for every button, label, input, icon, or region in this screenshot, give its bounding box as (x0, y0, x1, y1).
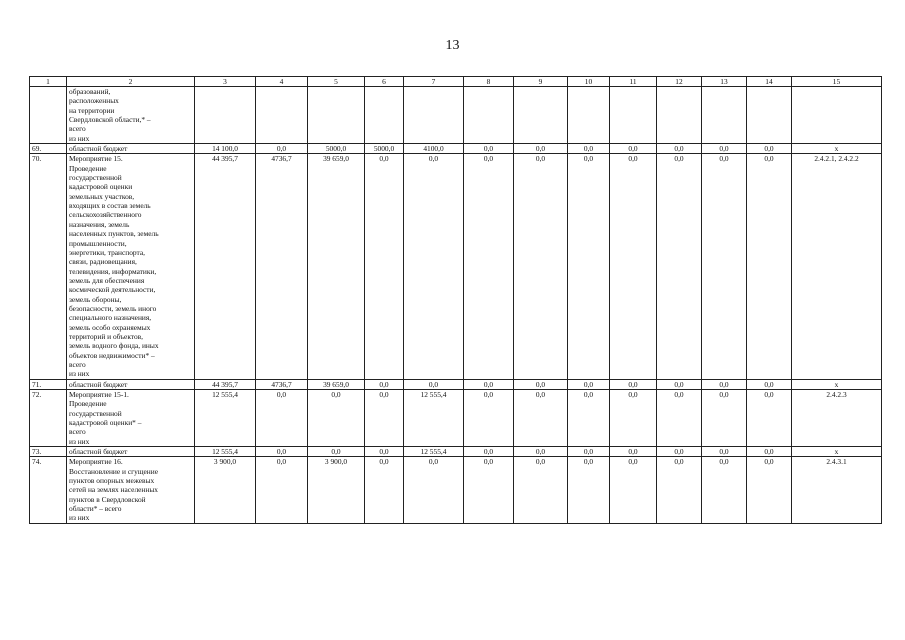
description-line: из них (69, 436, 90, 446)
value-cell: 0,0 (464, 447, 514, 457)
value-cell (568, 87, 610, 144)
value-cell: 44 395,7 (195, 154, 256, 379)
description-line: из них (69, 513, 90, 523)
target-indicator: 2.4.2.3 (792, 390, 882, 447)
value-cell: 0,0 (702, 457, 747, 523)
column-header: 15 (792, 77, 882, 87)
row-description (67, 457, 195, 523)
value-cell: 0,0 (256, 144, 308, 154)
value-cell (404, 87, 464, 144)
description-line: на территории (69, 105, 115, 115)
description-line: сельскохозяйственного (69, 210, 142, 220)
column-header: 13 (702, 77, 747, 87)
value-cell: 0,0 (514, 379, 568, 389)
value-cell: 0,0 (365, 447, 404, 457)
description-line: Проведение (69, 163, 107, 173)
value-cell: 0,0 (514, 390, 568, 447)
value-cell: 3 900,0 (195, 457, 256, 523)
description-line: космической деятельности, (69, 285, 156, 295)
description-line: земель водного фонда, иных (69, 341, 159, 351)
value-cell (195, 87, 256, 144)
value-cell (464, 87, 514, 144)
column-header: 11 (610, 77, 657, 87)
description-line: пунктов опорных межевых (69, 476, 155, 486)
value-cell: 0,0 (464, 457, 514, 523)
column-header: 2 (67, 77, 195, 87)
table-row (30, 379, 882, 389)
value-cell: 0,0 (657, 457, 702, 523)
value-cell (365, 87, 404, 144)
row-number: 72. (30, 390, 67, 447)
row-number: 69. (30, 144, 67, 154)
column-header: 10 (568, 77, 610, 87)
value-cell: 0,0 (308, 390, 365, 447)
description-line: специального назначения, (69, 313, 152, 323)
value-cell (657, 87, 702, 144)
value-cell: 5000,0 (365, 144, 404, 154)
value-cell: 0,0 (365, 457, 404, 523)
value-cell: 0,0 (464, 144, 514, 154)
value-cell (747, 87, 792, 144)
table-row (30, 447, 882, 457)
description-line: кадастровой оценки (69, 182, 133, 192)
row-description (67, 87, 195, 144)
description-line: государственной (69, 408, 122, 418)
value-cell: 0,0 (657, 154, 702, 379)
value-cell: 0,0 (514, 144, 568, 154)
value-cell: 0,0 (404, 457, 464, 523)
value-cell: 5000,0 (308, 144, 365, 154)
description-line: Свердловской области,* – (69, 115, 151, 125)
description-line: расположенных (69, 96, 119, 106)
column-header: 6 (365, 77, 404, 87)
value-cell: 3 900,0 (308, 457, 365, 523)
description-line: территорий и объектов, (69, 331, 143, 341)
description-line: промышленности, (69, 238, 127, 248)
value-cell: 0,0 (568, 154, 610, 379)
description-line: областной бюджет (69, 447, 128, 457)
column-header: 12 (657, 77, 702, 87)
value-cell: 4736,7 (256, 154, 308, 379)
target-indicator: x (792, 379, 882, 389)
description-line: области* – всего (69, 504, 122, 514)
value-cell: 0,0 (514, 154, 568, 379)
value-cell: 44 395,7 (195, 379, 256, 389)
row-number: 74. (30, 457, 67, 523)
value-cell: 4736,7 (256, 379, 308, 389)
description-line: областной бюджет (69, 144, 128, 154)
value-cell: 0,0 (702, 154, 747, 379)
column-header: 9 (514, 77, 568, 87)
value-cell: 0,0 (747, 457, 792, 523)
value-cell: 0,0 (747, 390, 792, 447)
column-header: 1 (30, 77, 67, 87)
row-description (67, 447, 195, 457)
description-line: объектов недвижимости* – (69, 350, 155, 360)
row-description (67, 144, 195, 154)
value-cell: 0,0 (568, 457, 610, 523)
column-header: 7 (404, 77, 464, 87)
value-cell: 0,0 (404, 154, 464, 379)
description-line: Мероприятие 16. (69, 457, 123, 467)
description-line: Мероприятие 15. (69, 154, 123, 164)
value-cell: 12 555,4 (404, 447, 464, 457)
value-cell: 0,0 (514, 457, 568, 523)
value-cell (610, 87, 657, 144)
description-line: сетей на землях населенных (69, 485, 158, 495)
value-cell: 0,0 (568, 144, 610, 154)
description-line: входящих в состав земель (69, 201, 151, 211)
description-line: Проведение (69, 399, 107, 409)
row-number: 73. (30, 447, 67, 457)
description-line: земель обороны, (69, 294, 122, 304)
value-cell: 0,0 (747, 144, 792, 154)
table-row (30, 144, 882, 154)
value-cell: 0,0 (568, 390, 610, 447)
description-line: областной бюджет (69, 379, 128, 389)
table-row (30, 457, 882, 523)
description-line: кадастровой оценки* – (69, 418, 142, 428)
description-line: из них (69, 133, 90, 143)
description-line: связи, радиовещания, (69, 257, 137, 267)
description-line: населенных пунктов, земель (69, 229, 159, 239)
value-cell: 0,0 (404, 379, 464, 389)
column-header: 8 (464, 77, 514, 87)
value-cell (308, 87, 365, 144)
target-indicator (792, 87, 882, 144)
target-indicator: 2.4.2.1, 2.4.2.2 (792, 154, 882, 379)
value-cell: 0,0 (464, 390, 514, 447)
value-cell: 4100,0 (404, 144, 464, 154)
value-cell: 0,0 (365, 379, 404, 389)
value-cell: 0,0 (657, 447, 702, 457)
target-indicator: x (792, 144, 882, 154)
value-cell: 0,0 (702, 144, 747, 154)
row-number: 71. (30, 379, 67, 389)
value-cell: 0,0 (657, 379, 702, 389)
value-cell: 12 555,4 (195, 447, 256, 457)
value-cell: 0,0 (256, 457, 308, 523)
target-indicator: 2.4.3.1 (792, 457, 882, 523)
header-row (30, 77, 882, 87)
target-indicator: x (792, 447, 882, 457)
description-line: из них (69, 369, 90, 379)
row-description (67, 154, 195, 379)
description-line: назначения, земель (69, 219, 130, 229)
value-cell: 0,0 (256, 447, 308, 457)
value-cell: 0,0 (464, 154, 514, 379)
value-cell: 0,0 (365, 390, 404, 447)
value-cell: 0,0 (657, 144, 702, 154)
value-cell: 0,0 (568, 379, 610, 389)
description-line: энергетики, транспорта, (69, 247, 145, 257)
value-cell: 0,0 (464, 379, 514, 389)
row-description (67, 390, 195, 447)
row-number: 70. (30, 154, 67, 379)
description-line: образований, (69, 87, 111, 96)
value-cell: 0,0 (256, 390, 308, 447)
value-cell: 39 659,0 (308, 379, 365, 389)
value-cell: 39 659,0 (308, 154, 365, 379)
table-body (30, 77, 882, 524)
value-cell (514, 87, 568, 144)
budget-table (29, 76, 882, 524)
value-cell: 0,0 (747, 379, 792, 389)
table-row (30, 154, 882, 379)
value-cell (256, 87, 308, 144)
description-line: всего (69, 427, 86, 437)
value-cell: 0,0 (568, 447, 610, 457)
value-cell: 0,0 (747, 447, 792, 457)
description-line: земель особо охраняемых (69, 322, 151, 332)
value-cell (702, 87, 747, 144)
description-line: всего (69, 124, 86, 134)
column-header: 3 (195, 77, 256, 87)
table-row (30, 87, 882, 144)
value-cell: 14 100,0 (195, 144, 256, 154)
description-line: государственной (69, 173, 122, 183)
page-number: 13 (445, 38, 460, 53)
row-description (67, 379, 195, 389)
value-cell: 0,0 (610, 154, 657, 379)
value-cell: 0,0 (610, 390, 657, 447)
description-line: всего (69, 359, 86, 369)
value-cell: 0,0 (308, 447, 365, 457)
description-line: Мероприятие 15-1. (69, 390, 129, 399)
value-cell: 12 555,4 (195, 390, 256, 447)
description-line: земель для обеспечения (69, 275, 145, 285)
value-cell: 12 555,4 (404, 390, 464, 447)
value-cell: 0,0 (610, 447, 657, 457)
description-line: безопасности, земель иного (69, 303, 157, 313)
column-header: 4 (256, 77, 308, 87)
table-row (30, 390, 882, 447)
value-cell: 0,0 (610, 457, 657, 523)
description-line: телевидения, информатики, (69, 266, 157, 276)
value-cell: 0,0 (365, 154, 404, 379)
column-header: 14 (747, 77, 792, 87)
value-cell: 0,0 (702, 447, 747, 457)
value-cell: 0,0 (610, 379, 657, 389)
value-cell: 0,0 (514, 447, 568, 457)
value-cell: 0,0 (610, 144, 657, 154)
value-cell: 0,0 (657, 390, 702, 447)
value-cell: 0,0 (747, 154, 792, 379)
description-line: пунктов в Свердловской (69, 494, 146, 504)
column-header: 5 (308, 77, 365, 87)
description-line: Восстановление и сгущение (69, 466, 158, 476)
value-cell: 0,0 (702, 390, 747, 447)
row-number (30, 87, 67, 144)
value-cell: 0,0 (702, 379, 747, 389)
description-line: земельных участков, (69, 191, 135, 201)
